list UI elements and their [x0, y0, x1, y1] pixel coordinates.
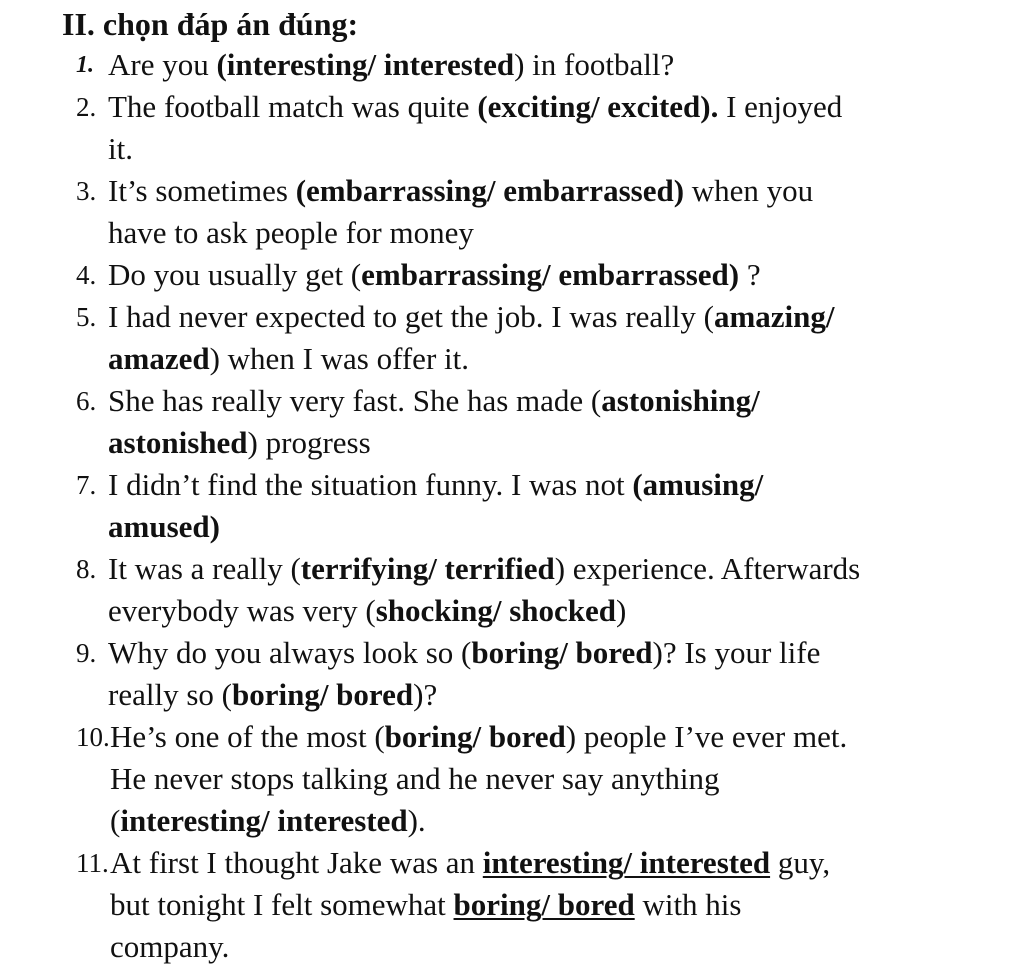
- exercise-item: [76, 44, 986, 86]
- item-text: [108, 632, 986, 716]
- item-text: [108, 380, 986, 464]
- answer-choice: interesting/ interested: [120, 803, 408, 838]
- exercise-item: [76, 548, 986, 632]
- item-line: [108, 170, 986, 212]
- item-line: [108, 338, 986, 380]
- answer-choice: shocking/ shocked: [375, 593, 617, 628]
- item-line: [108, 464, 986, 506]
- sentence-text: I had never expected to get the job. I was really (: [108, 299, 714, 334]
- answer-choice: boring/ bored: [471, 635, 653, 670]
- answer-choice: (exciting/ excited).: [477, 89, 719, 124]
- answer-choice: (embarrassing/ embarrassed): [295, 173, 685, 208]
- sentence-text: )? Is your life: [652, 635, 821, 670]
- item-line: [108, 422, 986, 464]
- sentence-text: )?: [413, 677, 438, 712]
- answer-choice: terrifying/ terrified: [300, 551, 555, 586]
- answer-choice: astonishing/: [601, 383, 760, 418]
- item-line: [108, 128, 986, 170]
- answer-choice: boring/ bored: [384, 719, 566, 754]
- answer-choice: (interesting/ interested: [216, 47, 515, 82]
- answer-choice: amazing/: [713, 299, 835, 334]
- sentence-text: ) when I was offer it.: [209, 341, 469, 376]
- item-number: 5.: [76, 302, 97, 332]
- item-text: [110, 842, 986, 968]
- sentence-text: It’s sometimes: [108, 173, 296, 208]
- item-line: [108, 632, 986, 674]
- sentence-text: ) people I’ve ever met.: [565, 719, 848, 754]
- exercise-item: [76, 254, 986, 296]
- sentence-text: company.: [110, 929, 230, 964]
- exercise-item: [76, 170, 986, 254]
- sentence-text: but tonight I felt somewhat: [110, 887, 454, 922]
- exercise-heading: II. chọn đáp án đúng:: [62, 6, 359, 42]
- sentence-text: ) experience. Afterwards: [554, 551, 861, 586]
- sentence-text: Why do you always look so (: [108, 635, 472, 670]
- item-line: [110, 800, 986, 842]
- sentence-text: ) progress: [247, 425, 371, 460]
- item-line: [108, 44, 986, 86]
- item-line: [110, 758, 986, 800]
- sentence-text: I didn’t find the situation funny. I was not: [108, 467, 633, 502]
- item-text: [108, 548, 986, 632]
- sentence-text: it.: [108, 131, 133, 166]
- answer-choice: amazed: [108, 341, 210, 376]
- item-line: [108, 380, 986, 422]
- sentence-text: The football match was quite: [108, 89, 478, 124]
- exercise-item: [76, 842, 986, 968]
- item-number: 10.: [76, 722, 110, 752]
- item-number: 3.: [76, 176, 97, 206]
- sentence-text: guy,: [770, 845, 831, 880]
- item-text: [108, 254, 986, 296]
- sentence-text: Do you usually get (: [108, 257, 362, 292]
- sentence-text: ) in football?: [514, 47, 675, 82]
- item-number: 2.: [76, 92, 97, 122]
- sentence-text: really so (: [108, 677, 232, 712]
- sentence-text: At first I thought Jake was an: [110, 845, 483, 880]
- sentence-text: (: [110, 803, 121, 838]
- item-line: [108, 506, 986, 548]
- sentence-text: She has really very fast. She has made (: [108, 383, 602, 418]
- exercise-item: [76, 632, 986, 716]
- item-number: 4.: [76, 260, 97, 290]
- item-line: [108, 590, 986, 632]
- item-line: [108, 212, 986, 254]
- exercise-item: [76, 464, 986, 548]
- answer-choice: amused): [108, 509, 220, 544]
- sentence-text: have to ask people for money: [108, 215, 474, 250]
- item-text: [108, 170, 986, 254]
- item-line: [108, 86, 986, 128]
- item-text: [108, 464, 986, 548]
- item-number: 6.: [76, 386, 97, 416]
- item-text: [110, 716, 986, 842]
- sentence-text: Are you: [108, 47, 217, 82]
- item-line: [110, 716, 986, 758]
- exercise-item: [76, 716, 986, 842]
- item-number: 8.: [76, 554, 97, 584]
- sentence-text: when you: [684, 173, 814, 208]
- answer-choice: interesting/ interested: [482, 845, 771, 880]
- answer-choice: astonished: [108, 425, 248, 460]
- exercise-item: [76, 296, 986, 380]
- sentence-text: I enjoyed: [718, 89, 843, 124]
- exercise-item: [76, 380, 986, 464]
- item-line: [110, 842, 986, 884]
- item-line: [108, 254, 986, 296]
- answer-choice: (amusing/: [632, 467, 764, 502]
- item-line: [108, 674, 986, 716]
- answer-choice: embarrassing/ embarrassed): [361, 257, 740, 292]
- sentence-text: ): [616, 593, 627, 628]
- sentence-text: He never stops talking and he never say anything: [110, 761, 720, 796]
- exercise-item: [76, 86, 986, 170]
- sentence-text: everybody was very (: [108, 593, 376, 628]
- item-number: 9.: [76, 638, 97, 668]
- item-line: [108, 548, 986, 590]
- sentence-text: He’s one of the most (: [110, 719, 385, 754]
- answer-choice: boring/ bored: [453, 887, 635, 922]
- item-number: 11.: [76, 848, 109, 878]
- item-text: [108, 296, 986, 380]
- item-number: 1.: [76, 52, 94, 78]
- item-line: [110, 884, 986, 926]
- item-number: 7.: [76, 470, 97, 500]
- item-text: [108, 44, 986, 86]
- item-text: [108, 86, 986, 170]
- item-line: [110, 926, 986, 968]
- sentence-text: with his: [634, 887, 742, 922]
- sentence-text: It was a really (: [108, 551, 301, 586]
- item-line: [108, 296, 986, 338]
- answer-choice: boring/ bored: [231, 677, 414, 712]
- sentence-text: ).: [407, 803, 426, 838]
- sentence-text: ?: [739, 257, 761, 292]
